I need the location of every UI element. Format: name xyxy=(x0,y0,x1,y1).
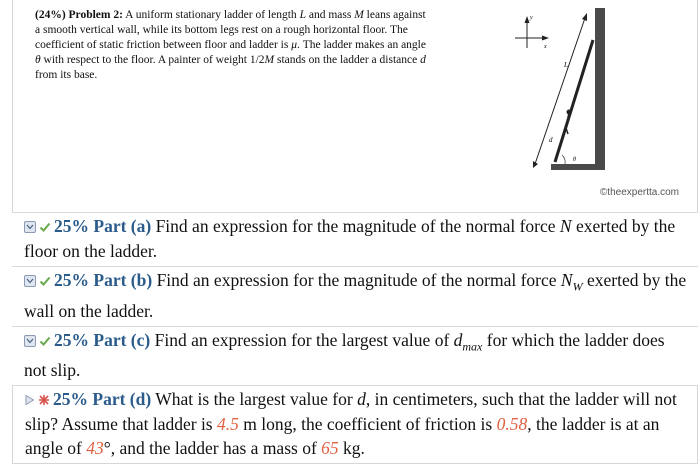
wall xyxy=(595,8,605,170)
part-d-text2: , in centimeters, such that the ladder will not slip? Assume that ladder is xyxy=(25,389,677,434)
ladder xyxy=(555,40,593,162)
part-d-text3: m long, the coefficient of friction is xyxy=(238,414,497,434)
part-c-label: 25% Part (c) xyxy=(54,329,151,350)
problem-text-1: A uniform stationary ladder of length xyxy=(122,9,300,21)
check-icon xyxy=(39,269,51,293)
part-b-var: N xyxy=(560,270,573,290)
problem-text-1b: and mass xyxy=(305,9,355,21)
part-d-var: d xyxy=(357,389,366,409)
part-b-sub: W xyxy=(572,279,583,294)
part-c[interactable] xyxy=(12,326,698,386)
axes-icon xyxy=(515,15,549,50)
var-M2: M xyxy=(264,54,275,66)
problem-statement xyxy=(35,8,430,83)
part-b-text2: exerted by the wall on the ladder. xyxy=(24,270,687,321)
var-d: d xyxy=(420,54,426,66)
var-mu: μ xyxy=(291,39,297,51)
part-d[interactable] xyxy=(12,385,698,464)
value-length: 4.5 xyxy=(217,414,239,434)
axis-y-label: y xyxy=(530,15,533,21)
problem-text-2: . The ladder makes an angle xyxy=(296,39,426,51)
value-mass: 65 xyxy=(321,438,339,458)
part-a-var: N xyxy=(559,216,572,236)
part-c-sub: max xyxy=(462,339,483,353)
problem-text-3: with respect to the floor. A painter of weight 1/2 xyxy=(40,54,265,66)
ladder-figure xyxy=(511,4,631,184)
part-a[interactable] xyxy=(12,212,698,266)
label-d: d xyxy=(549,136,553,144)
problem-text-4: stands on the ladder a distance xyxy=(274,54,421,66)
part-d-text1: What is the largest value for xyxy=(151,389,358,409)
part-d-label: 25% Part (d) xyxy=(53,389,152,409)
expand-box-icon[interactable] xyxy=(24,329,36,353)
check-icon xyxy=(39,215,51,239)
problem-text-1c: leans against a smooth vertical wall, while its bottom legs rest on a rough horizontal floor. The coefficient of static friction between floor and ladder is xyxy=(35,9,426,51)
expand-box-icon[interactable] xyxy=(24,215,36,239)
expand-box-icon[interactable] xyxy=(24,269,36,293)
var-L: L xyxy=(299,9,306,21)
label-theta: θ xyxy=(573,157,576,163)
angle-arc xyxy=(562,155,565,164)
var-theta: θ xyxy=(35,54,41,66)
part-c-text1: Find an expression for the largest value of xyxy=(150,329,454,350)
part-b-text1: Find an expression for the magnitude of the normal force xyxy=(152,270,561,290)
part-c-text2: for which the ladder does not slip. xyxy=(24,329,665,380)
copyright-text: ©theexpertta.com xyxy=(599,187,679,198)
problem-heading: (24%) Problem 2: xyxy=(35,9,123,21)
cross-icon xyxy=(38,388,50,412)
part-b-label: 25% Part (b) xyxy=(54,270,153,290)
part-a-text1: Find an expression for the magnitude of the normal force xyxy=(151,216,560,236)
label-L: L xyxy=(564,61,568,69)
check-icon xyxy=(39,329,51,353)
var-M: M xyxy=(354,9,364,21)
axis-x-label: x xyxy=(544,44,547,50)
floor xyxy=(551,164,605,170)
part-d-text6: kg. xyxy=(338,438,365,458)
problem-statement-panel xyxy=(12,0,698,212)
part-b[interactable] xyxy=(12,266,698,326)
part-c-var: d xyxy=(453,329,463,350)
painter-icon xyxy=(563,110,572,135)
parts-list xyxy=(12,212,698,464)
value-friction: 0.58 xyxy=(496,414,528,434)
problem-text-5: from its base. xyxy=(35,69,98,81)
part-d-text4: , the ladder is at an angle of xyxy=(25,414,660,458)
value-angle: 43 xyxy=(86,438,104,458)
part-d-text5: °, and the ladder has a mass of xyxy=(103,438,322,458)
part-a-text2: exerted by the floor on the ladder. xyxy=(24,216,676,261)
play-arrow-icon[interactable] xyxy=(25,388,35,412)
part-a-label: 25% Part (a) xyxy=(54,216,152,236)
